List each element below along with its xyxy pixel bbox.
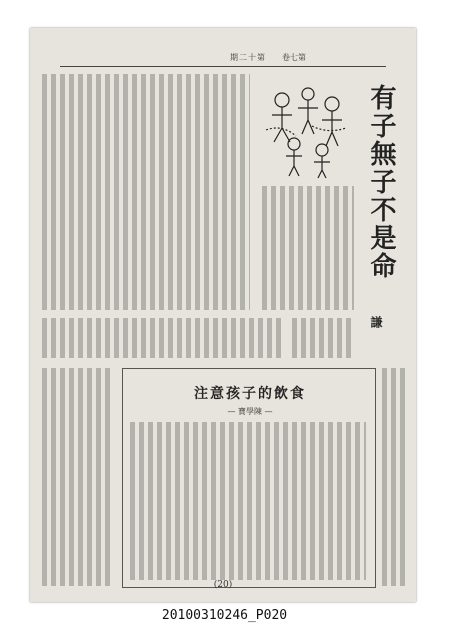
article1-body-middle — [262, 186, 354, 310]
issue-label: 期二十第 — [230, 53, 266, 62]
header-rule — [60, 66, 386, 67]
article2-title: 注意孩子的飲食 — [194, 386, 306, 402]
volume-label: 卷七第 — [282, 53, 306, 62]
magazine-page — [30, 28, 416, 602]
article1-title: 有子無子不是命 — [366, 84, 396, 280]
article1-body-lower — [292, 318, 352, 358]
image-caption: 20100310246_P020 — [161, 608, 288, 623]
article1-body-tail — [42, 368, 114, 586]
article1-body-left — [42, 74, 250, 310]
article2-byline: — 寶學陳 — — [227, 407, 273, 416]
page-header — [30, 52, 416, 64]
article2-body — [130, 422, 366, 580]
article1-body-continued — [42, 318, 282, 358]
children-illustration — [262, 80, 354, 180]
article1-author: 謙 — [369, 316, 383, 328]
page-number: (20) — [213, 580, 233, 590]
side-column-text — [382, 368, 408, 586]
